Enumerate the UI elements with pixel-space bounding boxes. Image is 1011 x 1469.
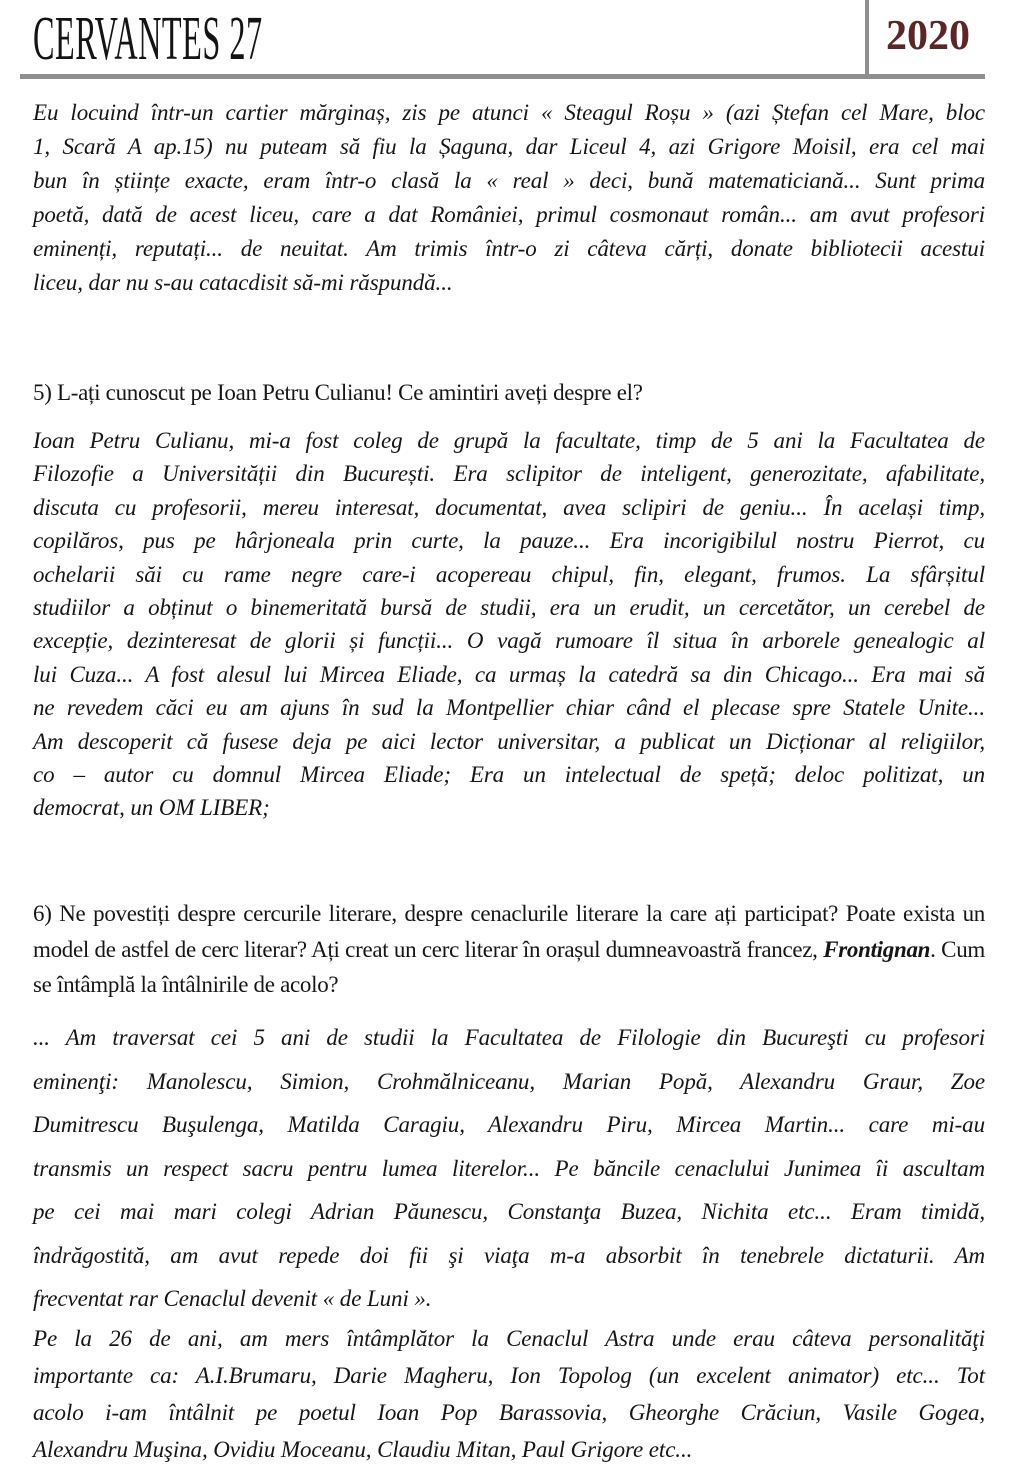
text-line: co – autor cu domnul Mircea Eliade; Era un intelectual de speță; deloc politizat, un <box>33 762 985 788</box>
text-line: discuta cu profesorii, mereu interesat, documentat, avea sclipiri de geniu... În același timp, <box>33 494 985 520</box>
text-line: eminenţi: Manolescu, Simion, Crohmălniceanu, Marian Popă, Alexandru Graur, Zoe <box>33 1068 985 1094</box>
text-line: frecventat rar Cenaclul devenit « de Luni ». <box>33 1286 432 1311</box>
text-line: liceu, dar nu s-au catacdisit să-mi răspundă... <box>33 270 453 295</box>
text-line: ne revedem căci eu am ajuns în sud la Montpellier chiar când el plecase spre Statele Unite... <box>33 695 985 721</box>
interview-question-6 <box>33 896 985 1003</box>
interview-question-5: 5) L-ați cunoscut pe Ioan Petru Culianu! Ce amintiri aveți despre el? <box>33 380 643 405</box>
text-line: ochelarii săi cu rame negre care-i acopereau chipul, fin, elegant, frumos. La sfârșitul <box>33 561 985 587</box>
text-line: ... Am traversat cei 5 ani de studii la Facultatea de Filologie din Bucureşti cu profesori <box>33 1025 985 1050</box>
text-line: Eu locuind într-un cartier mărginaș, zis pe atunci « Steagul Roșu » (azi Ștefan cel Mare, bloc <box>33 100 985 125</box>
text-line: excepție, dezinteresat de glorii și funcții... O vagă rumoare îl situa în arborele genealogic al <box>33 628 985 654</box>
text-line: studiilor a obținut o binemeritată bursă de studii, era un erudit, un cercetător, un cerebel de <box>33 595 985 621</box>
header-horizontal-rule <box>20 74 985 79</box>
question-6-text-after: . Cum se întâmplă la întâlnirile de acolo? <box>33 936 986 997</box>
text-line: îndrăgostită, am avut repede doi fii şi viaţa m-a absorbit în tenebrele dictaturii. Am <box>33 1242 985 1268</box>
text-line: Alexandru Muşina, Ovidiu Moceanu, Claudiu Mitan, Paul Grigore etc... <box>33 1437 693 1462</box>
question-6-text-before: 6) Ne povestiți despre cercurile literare, despre cenaclurile literare la care ați participat? Poate exista un model de astfel de cerc literar? Ați creat un cerc literar în orașul dumneavoastră francez, <box>33 901 985 962</box>
text-line: eminenți, reputați... de neuitat. Am trimis într-o zi câteva cărți, donate bibliotecii acestui <box>33 236 985 261</box>
issue-year: 2020 <box>886 13 970 59</box>
text-line: transmis un respect sacru pentru lumea literelor... Pe băncile cenaclului Junimea îi ascultam <box>33 1155 985 1181</box>
text-line: democrat, un OM LIBER; <box>33 795 270 821</box>
text-line: poetă, dată de acest liceu, care a dat României, primul cosmonaut român... am avut profesori <box>33 202 985 227</box>
text-line: Dumitrescu Buşulenga, Matilda Caragiu, Alexandru Piru, Mircea Martin... care mi-au <box>33 1112 985 1137</box>
text-line: Pe la 26 de ani, am mers întâmplător la Cenaclul Astra unde erau câteva personalităţi <box>33 1326 985 1351</box>
text-line: lui Cuza... A fost alesul lui Mircea Eliade, ca urmaș la catedră sa din Chicago... Era mai să <box>33 661 985 687</box>
journal-masthead: CERVANTES 27 <box>33 5 263 73</box>
answer-paragraph-previous <box>33 96 985 300</box>
header-vertical-divider <box>865 0 869 78</box>
text-line: copilăros, pus pe hârjoneala prin curte, la pauze... Era incorigibilul nostru Pierrot, cu <box>33 528 985 554</box>
text-line: Filozofie a Universității din București. Era sclipitor de inteligent, generozitate, afabilitate, <box>33 461 985 487</box>
text-line: Ioan Petru Culianu, mi-a fost coleg de grupă la facultate, timp de 5 ani la Facultatea de <box>33 428 985 453</box>
answer-paragraph-cenaclul-astra <box>33 1320 985 1468</box>
text-line: bun în științe exacte, eram într-o clasă la « real » deci, bună matematiciană... Sunt prima <box>33 168 985 193</box>
text-line: pe cei mai mari colegi Adrian Păunescu, Constanţa Buzea, Nichita etc... Eram timidă, <box>33 1199 985 1224</box>
text-line: acolo i-am întâlnit pe poetul Ioan Pop Barassovia, Gheorghe Crăciun, Vasile Gogea, <box>33 1400 985 1425</box>
answer-paragraph-culianu <box>33 424 985 825</box>
text-line: 1, Scară A ap.15) nu puteam să fiu la Șaguna, dar Liceul 4, azi Grigore Moisil, era cel mai <box>33 134 985 159</box>
text-line: importante ca: A.I.Brumaru, Darie Magheru, Ion Topolog (un excelent animator) etc... Tot <box>33 1363 985 1388</box>
answer-paragraph-literary-circles <box>33 1016 985 1321</box>
text-line: Am descoperit că fusese deja pe aici lector universitar, a publicat un Dicționar al religiilor, <box>33 728 985 754</box>
question-6-bold-word: Frontignan <box>823 936 931 962</box>
